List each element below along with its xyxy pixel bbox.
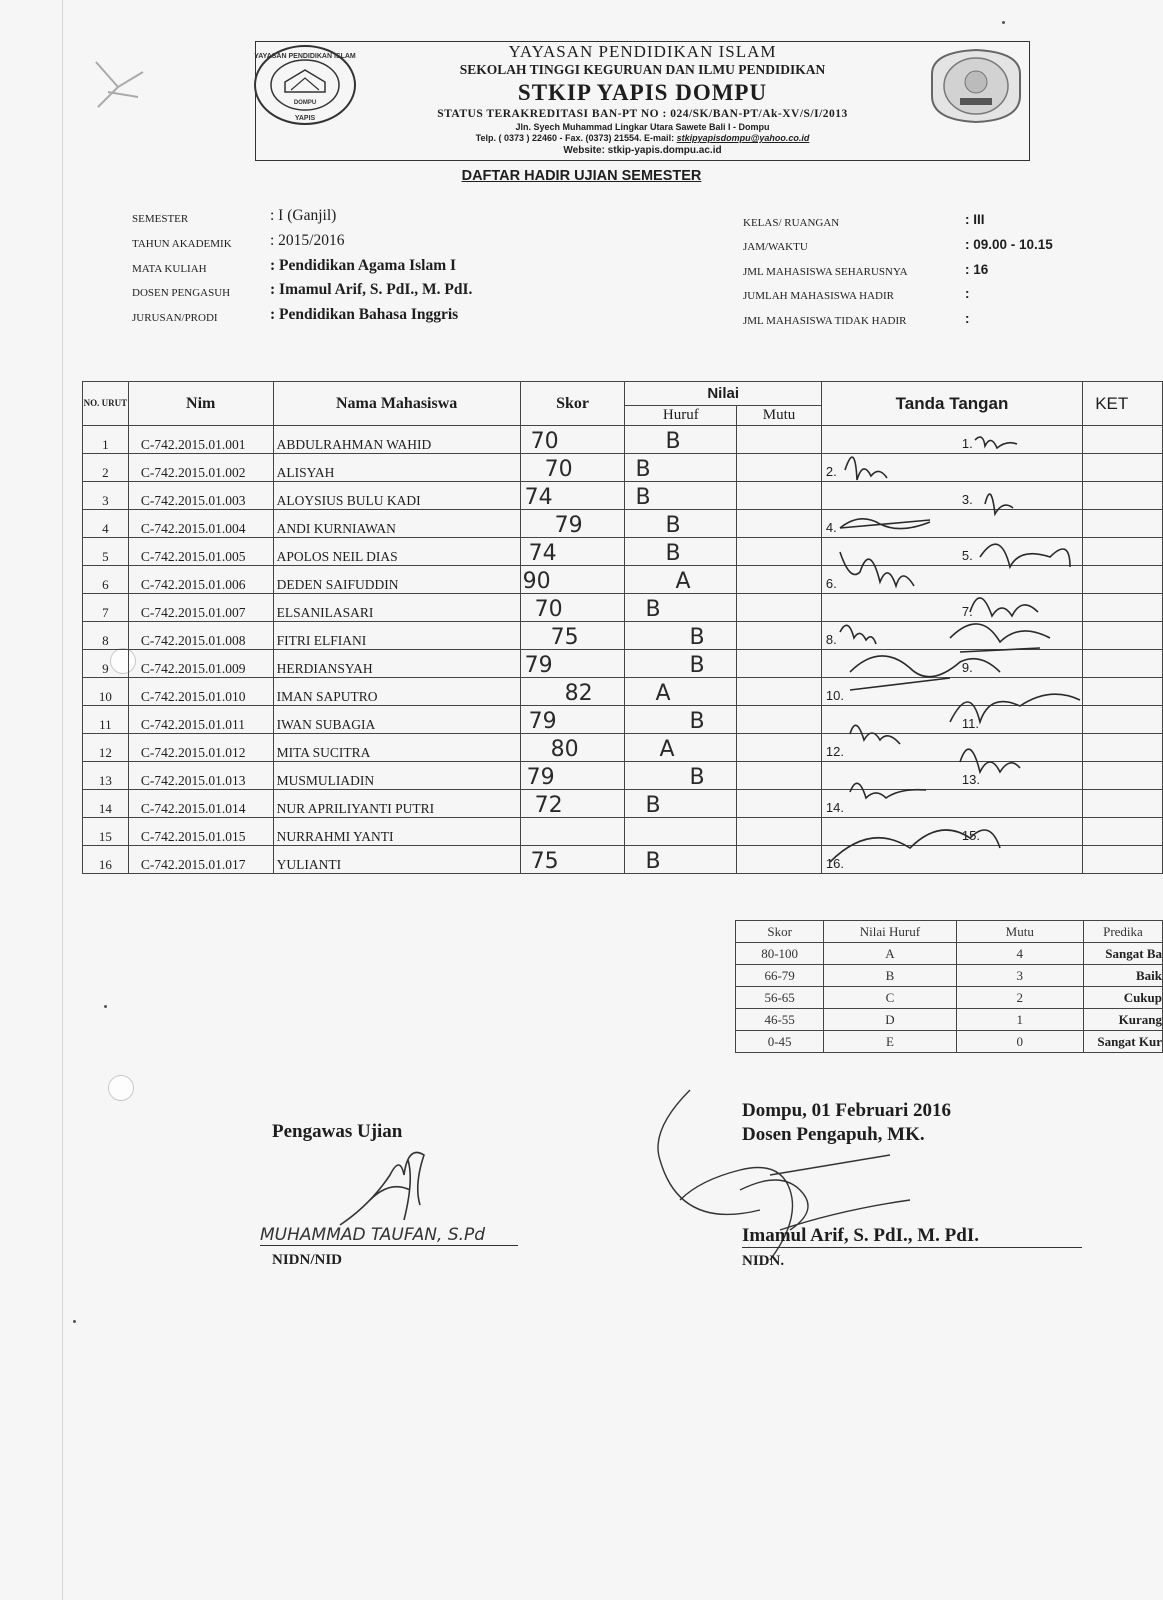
college-full-name: SEKOLAH TINGGI KEGURUAN DAN ILMU PENDIDIKAN (459, 62, 826, 77)
speck (1002, 21, 1005, 24)
legend-cell: Cukup (1083, 987, 1162, 1009)
row-nama: DEDEN SAIFUDDIN (273, 566, 520, 594)
legend-cell: Kurang (1083, 1009, 1162, 1031)
row-signature-cell: 5. (821, 538, 1082, 566)
row-huruf: B (625, 482, 737, 510)
legend-row (736, 1031, 1163, 1053)
row-huruf: B (625, 454, 737, 482)
row-skor (520, 818, 625, 846)
row-mutu (737, 622, 822, 650)
signature-13 (960, 749, 1020, 772)
legend-cell: Sangat Kur (1083, 1031, 1162, 1053)
row-signature-cell: 1. (821, 426, 1082, 454)
row-huruf: A (625, 734, 737, 762)
row-nim: C-742.2015.01.006 (128, 566, 273, 594)
row-nim: C-742.2015.01.014 (128, 790, 273, 818)
row-nama: IWAN SUBAGIA (273, 706, 520, 734)
signature-3 (985, 494, 1013, 514)
signature-5 (980, 544, 1070, 567)
row-nim: C-742.2015.01.008 (128, 622, 273, 650)
row-nim: C-742.2015.01.001 (128, 426, 273, 454)
row-signature-cell: 2. (821, 454, 1082, 482)
row-no: 7 (83, 594, 129, 622)
row-signature-cell: 7. (821, 594, 1082, 622)
document-title: DAFTAR HADIR UJIAN SEMESTER (461, 168, 702, 184)
row-signature-cell: 4. (821, 510, 1082, 538)
college-name: STKIP YAPIS DOMPU (517, 80, 768, 105)
signature-8 (840, 625, 876, 644)
row-nim: C-742.2015.01.005 (128, 538, 273, 566)
legend-row (736, 1009, 1163, 1031)
row-mutu (737, 510, 822, 538)
row-signature-cell: 13. (821, 762, 1082, 790)
legend-cell: 2 (956, 987, 1083, 1009)
row-no: 10 (83, 678, 129, 706)
row-huruf: B (625, 706, 737, 734)
row-skor: 72 (520, 790, 625, 818)
legend-cell: 56-65 (736, 987, 824, 1009)
signature-9 (950, 624, 1050, 652)
speck (73, 1320, 76, 1323)
row-nama: FITRI ELFIANI (273, 622, 520, 650)
legend-cell: B (824, 965, 956, 987)
row-nim: C-742.2015.01.003 (128, 482, 273, 510)
row-signature-cell: 14. (821, 790, 1082, 818)
row-nim: C-742.2015.01.015 (128, 818, 273, 846)
header-nim: Nim (128, 382, 273, 426)
supervisor-signature (330, 1140, 450, 1235)
row-no: 6 (83, 566, 129, 594)
row-skor: 75 (520, 622, 625, 650)
svg-text:YAYASAN PENDIDIKAN ISLAM: YAYASAN PENDIDIKAN ISLAM (254, 53, 356, 60)
row-skor: 74 (520, 482, 625, 510)
row-nama: HERDIANSYAH (273, 650, 520, 678)
row-signature-cell: 8. (821, 622, 1082, 650)
row-huruf: B (625, 538, 737, 566)
signature-7 (970, 598, 1038, 616)
row-mutu (737, 594, 822, 622)
legend-header-cell: Mutu (956, 921, 1083, 943)
lecturer-name: Imamul Arif, S. PdI., M. PdI. (742, 1225, 1082, 1248)
row-skor: 79 (520, 762, 625, 790)
row-nim: C-742.2015.01.013 (128, 762, 273, 790)
foundation-name: YAYASAN PENDIDIKAN ISLAM (508, 42, 777, 61)
legend-cell: 0-45 (736, 1031, 824, 1053)
row-no: 4 (83, 510, 129, 538)
row-signature-cell: 3. (821, 482, 1082, 510)
page-fold-line (62, 0, 63, 1600)
speck (104, 1005, 107, 1008)
legend-row (736, 965, 1163, 987)
row-mutu (737, 454, 822, 482)
legend-header-cell: Skor (736, 921, 824, 943)
supervisor-title: Pengawas Ujian (272, 1121, 403, 1142)
legend-cell: Sangat Ba (1083, 943, 1162, 965)
row-nama: MITA SUCITRA (273, 734, 520, 762)
row-skor: 70 (520, 454, 625, 482)
header-skor: Skor (520, 382, 625, 426)
row-huruf: B (625, 594, 737, 622)
accreditation-status: STATUS TERAKREDITASI BAN-PT NO : 024/SK/BAN-PT/Ak-XV/S/I/2013 (437, 108, 848, 120)
row-signature-cell: 9. (821, 650, 1082, 678)
svg-text:YAPIS: YAPIS (294, 115, 316, 122)
row-nama: NURRAHMI YANTI (273, 818, 520, 846)
legend-cell: 80-100 (736, 943, 824, 965)
row-mutu (737, 482, 822, 510)
row-nim: C-742.2015.01.004 (128, 510, 273, 538)
signature-2 (845, 457, 887, 480)
row-skor: 74 (520, 538, 625, 566)
student-signatures (820, 432, 1100, 892)
row-mutu (737, 734, 822, 762)
row-huruf: B (625, 426, 737, 454)
legend-cell: A (824, 943, 956, 965)
corner-mark-handwritten (88, 52, 148, 112)
row-mutu (737, 762, 822, 790)
legend-row (736, 987, 1163, 1009)
row-skor: 82 (520, 678, 625, 706)
row-huruf: A (625, 566, 737, 594)
row-nama: ANDI KURNIAWAN (273, 510, 520, 538)
row-no: 14 (83, 790, 129, 818)
row-no: 3 (83, 482, 129, 510)
grading-legend-table (735, 920, 1163, 1053)
signature-6 (840, 552, 914, 586)
signature-4 (840, 519, 930, 529)
row-mutu (737, 566, 822, 594)
row-no: 15 (83, 818, 129, 846)
row-skor: 70 (520, 426, 625, 454)
legend-cell: 66-79 (736, 965, 824, 987)
website: Website: stkip-yapis.dompu.ac.id (563, 145, 722, 156)
signature-11 (950, 694, 1080, 722)
accreditation-seal (922, 44, 1030, 126)
row-nama: IMAN SAPUTRO (273, 678, 520, 706)
row-huruf: B (625, 510, 737, 538)
row-huruf: B (625, 622, 737, 650)
row-nama: ELSANILASARI (273, 594, 520, 622)
letterhead (255, 41, 1030, 161)
row-skor: 79 (520, 706, 625, 734)
signature-14 (850, 783, 926, 798)
signature-12 (850, 725, 900, 744)
signature-10 (850, 656, 1000, 690)
lecturer-id-label: NIDN. (742, 1253, 785, 1269)
row-nama: ALISYAH (273, 454, 520, 482)
row-signature-cell: 10. (821, 678, 1082, 706)
row-skor: 90 (520, 566, 625, 594)
legend-row (736, 943, 1163, 965)
legend-cell: 0 (956, 1031, 1083, 1053)
row-signature-cell: 15. (821, 818, 1082, 846)
row-skor: 79 (520, 510, 625, 538)
supervisor-name-handwritten: MUHAMMAD TAUFAN, S.Pd (260, 1225, 518, 1246)
row-mutu (737, 650, 822, 678)
header-huruf: Huruf (625, 406, 737, 426)
row-nim: C-742.2015.01.017 (128, 846, 273, 874)
legend-header-cell: Nilai Huruf (824, 921, 956, 943)
row-huruf (625, 818, 737, 846)
punch-hole (108, 1075, 134, 1101)
row-mutu (737, 846, 822, 874)
legend-header-row (736, 921, 1163, 943)
row-mutu (737, 678, 822, 706)
header-tanda-tangan: Tanda Tangan (821, 382, 1082, 426)
supervisor-id-label: NIDN/NID (272, 1252, 343, 1268)
row-nama: MUSMULIADIN (273, 762, 520, 790)
legend-cell: 46-55 (736, 1009, 824, 1031)
header-no-urut: NO. URUT (83, 382, 129, 426)
row-no: 11 (83, 706, 129, 734)
row-nama: APOLOS NEIL DIAS (273, 538, 520, 566)
legend-cell: 4 (956, 943, 1083, 965)
row-mutu (737, 538, 822, 566)
yapis-logo (253, 44, 357, 126)
svg-text:DOMPU: DOMPU (293, 100, 317, 106)
row-mutu (737, 426, 822, 454)
row-no: 1 (83, 426, 129, 454)
header-mutu: Mutu (737, 406, 822, 426)
row-mutu (737, 818, 822, 846)
row-skor: 79 (520, 650, 625, 678)
signature-1 (975, 437, 1017, 448)
header-nilai: Nilai (625, 382, 821, 406)
row-skor: 70 (520, 594, 625, 622)
row-no: 12 (83, 734, 129, 762)
lecturer-title: Dosen Pengapuh, MK. (742, 1124, 925, 1145)
address: Jln. Syech Muhammad Lingkar Utara Sawete Bali I - Dompu (515, 122, 770, 132)
row-huruf: B (625, 762, 737, 790)
row-skor: 75 (520, 846, 625, 874)
signature-16 (830, 830, 1000, 862)
legend-cell: D (824, 1009, 956, 1031)
legend-header-cell: Predika (1083, 921, 1162, 943)
row-no: 13 (83, 762, 129, 790)
row-nama: ABDULRAHMAN WAHID (273, 426, 520, 454)
legend-cell: E (824, 1031, 956, 1053)
row-nim: C-742.2015.01.009 (128, 650, 273, 678)
legend-cell: 1 (956, 1009, 1083, 1031)
row-mutu (737, 790, 822, 818)
row-no: 5 (83, 538, 129, 566)
row-nim: C-742.2015.01.010 (128, 678, 273, 706)
row-signature-cell: 12. (821, 734, 1082, 762)
row-huruf: B (625, 846, 737, 874)
header-nama: Nama Mahasiswa (273, 382, 520, 426)
row-no: 8 (83, 622, 129, 650)
row-signature-cell: 11. (821, 706, 1082, 734)
row-no: 16 (83, 846, 129, 874)
row-huruf: A (625, 678, 737, 706)
row-huruf: B (625, 790, 737, 818)
header-ket: KET (1083, 382, 1163, 426)
row-nim: C-742.2015.01.002 (128, 454, 273, 482)
row-no: 9 (83, 650, 129, 678)
row-nama: ALOYSIUS BULU KADI (273, 482, 520, 510)
row-skor: 80 (520, 734, 625, 762)
row-nim: C-742.2015.01.011 (128, 706, 273, 734)
contact: Telp. ( 0373 ) 22460 - Fax. (0373) 21554. E-mail: stkipyapisdompu@yahoo.co.id (475, 133, 810, 143)
row-huruf: B (625, 650, 737, 678)
legend-rows (736, 921, 1163, 1053)
legend-cell: Baik (1083, 965, 1162, 987)
legend-cell: 3 (956, 965, 1083, 987)
row-signature-cell: 16. (821, 846, 1082, 874)
row-nim: C-742.2015.01.012 (128, 734, 273, 762)
row-nama: YULIANTI (273, 846, 520, 874)
row-mutu (737, 706, 822, 734)
legend-cell: C (824, 987, 956, 1009)
row-signature-cell: 6. (821, 566, 1082, 594)
row-nama: NUR APRILIYANTI PUTRI (273, 790, 520, 818)
row-nim: C-742.2015.01.007 (128, 594, 273, 622)
row-no: 2 (83, 454, 129, 482)
signing-date: Dompu, 01 Februari 2016 (742, 1100, 951, 1121)
